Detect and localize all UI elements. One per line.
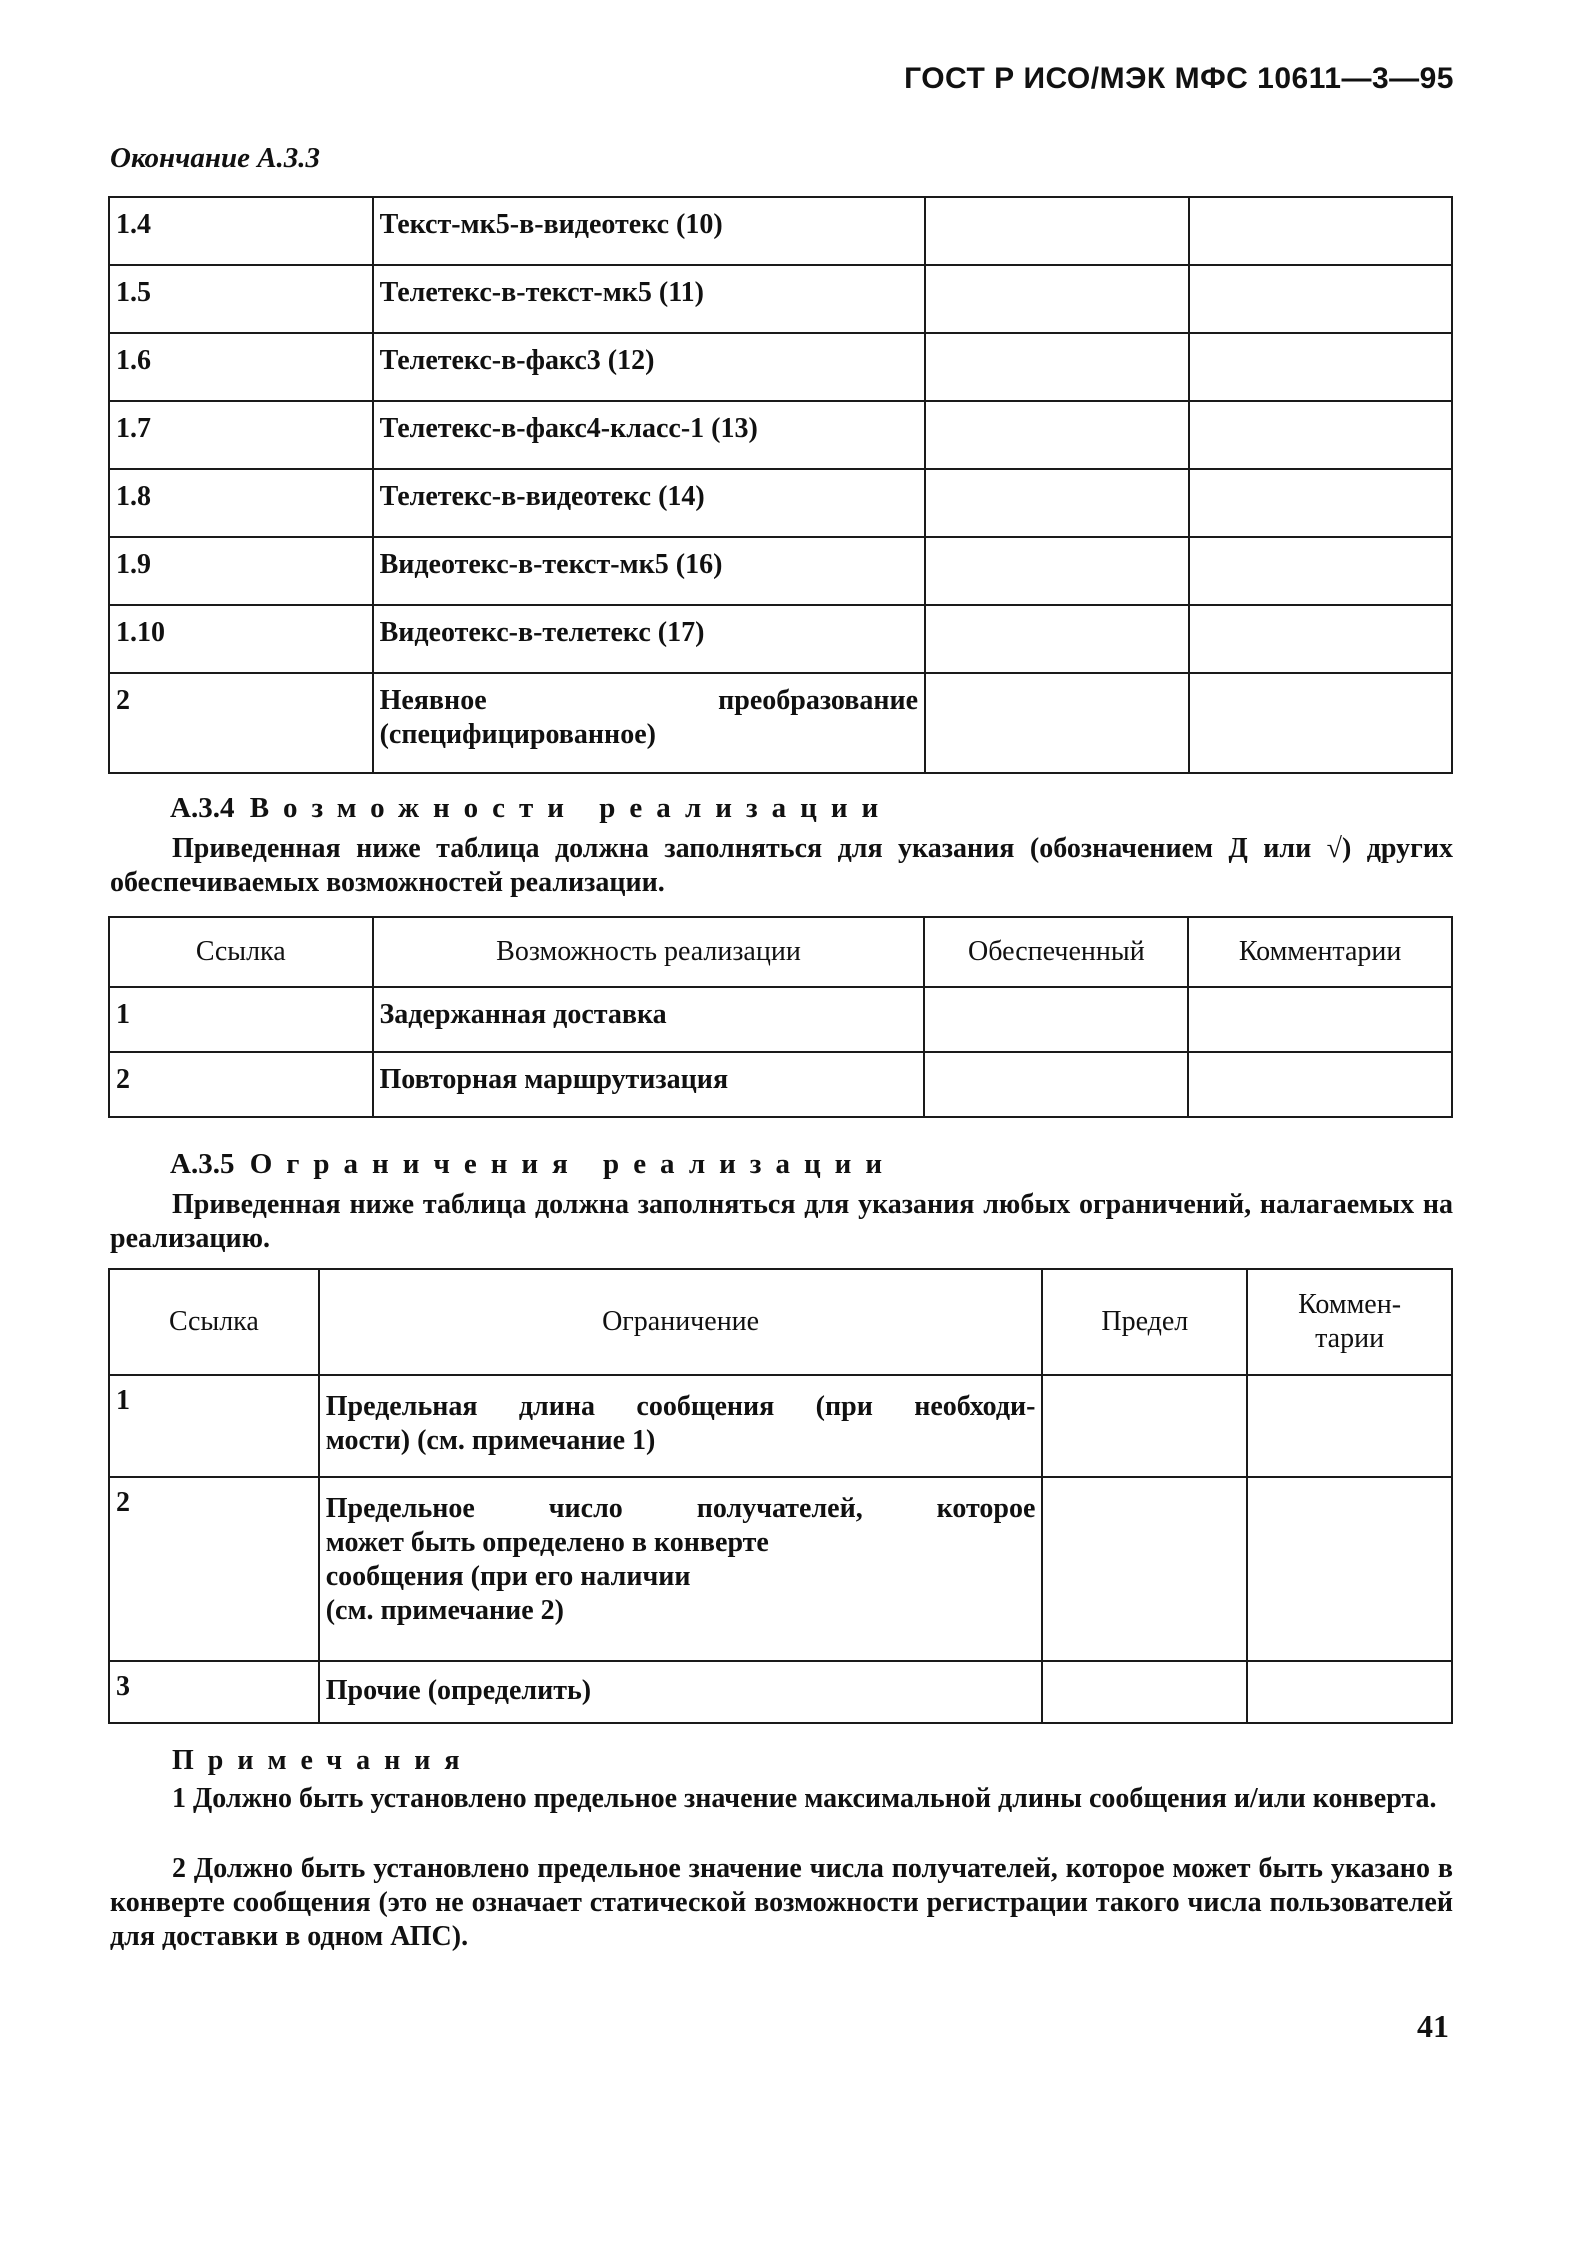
section-a35-text — [110, 1188, 1453, 1256]
header-ref: Ссылка — [109, 1269, 319, 1375]
table-cell-empty — [1189, 605, 1453, 673]
table-cell-name: Телетекс-в-видеотекс (14) — [373, 469, 925, 537]
section-number: А.3.5 — [170, 1148, 235, 1180]
table-cell-empty — [1189, 265, 1453, 333]
table-cell-ref: 2 — [109, 673, 373, 773]
table-cell-ref: 2 — [109, 1052, 373, 1117]
table-row — [109, 987, 1452, 1052]
cell-line: может быть определено в конверте — [325, 1527, 769, 1558]
table-cell-ref: 3 — [109, 1661, 319, 1723]
header-line: Коммен- — [1298, 1289, 1402, 1320]
section-a34-text — [110, 832, 1453, 900]
table-cell-empty — [1189, 673, 1453, 773]
table-row — [109, 401, 1452, 469]
conversions-table-body — [109, 197, 1452, 773]
header-provided: Обеспеченный — [924, 917, 1188, 987]
paragraph-text: Приведенная ниже таблица должна заполняться для указания (обозначением Д или √) других обеспечиваемых возможностей реализации. — [110, 833, 1453, 898]
table-cell-empty — [1247, 1375, 1452, 1477]
table-cell-ref: 1 — [109, 1375, 319, 1477]
table-cell-ref: 1.5 — [109, 265, 373, 333]
header-comments — [1247, 1269, 1452, 1375]
table-cell-empty — [925, 673, 1188, 773]
table-cell-empty — [1189, 197, 1453, 265]
note-2 — [110, 1852, 1453, 1954]
table-cell-capability: Задержанная доставка — [373, 987, 925, 1052]
table-cell-empty — [924, 987, 1188, 1052]
table-cell-ref: 1.9 — [109, 537, 373, 605]
cell-line: мости) (см. примечание 1) — [325, 1425, 656, 1456]
header-line: тарии — [1315, 1323, 1385, 1354]
table-cell-empty — [925, 333, 1188, 401]
table-cell-ref: 1.6 — [109, 333, 373, 401]
table-cell-empty — [1247, 1661, 1452, 1723]
document-header: ГОСТ Р ИСО/МЭК МФС 10611—3—95 — [904, 62, 1454, 95]
table-cell-limit — [319, 1375, 1043, 1477]
table-cell-empty — [1189, 469, 1453, 537]
table-cell-ref: 2 — [109, 1477, 319, 1661]
capabilities-table-body — [109, 987, 1452, 1117]
table-cell-limit: Прочие (определить) — [319, 1661, 1043, 1723]
header-comments: Комментарии — [1188, 917, 1452, 987]
table-header-row — [109, 917, 1452, 987]
table-cell-name: Видеотекс-в-телетекс (17) — [373, 605, 925, 673]
table-row — [109, 537, 1452, 605]
paragraph-text: Приведенная ниже таблица должна заполняться для указания любых ограничений, налагаемых на реализацию. — [110, 1189, 1453, 1254]
table-cell-empty — [1188, 987, 1452, 1052]
section-heading: Ограничения реализации — [249, 1148, 897, 1180]
page-number: 41 — [1417, 2008, 1449, 2044]
table-cell-name: Видеотекс-в-текст-мк5 (16) — [373, 537, 925, 605]
table-cell-empty — [1188, 1052, 1452, 1117]
header-limit: Ограничение — [319, 1269, 1043, 1375]
table-cell-limit — [319, 1477, 1043, 1661]
section-number: А.3.4 — [170, 792, 235, 824]
table-cell-name: Телетекс-в-факс4-класс-1 (13) — [373, 401, 925, 469]
table-cell-empty — [925, 537, 1188, 605]
cell-line: Неявное преобразование — [379, 685, 919, 716]
section-a34-title — [170, 792, 892, 825]
table-cell-ref: 1.7 — [109, 401, 373, 469]
table-cell-name: Телетекс-в-факс3 (12) — [373, 333, 925, 401]
table-cell-ref: 1 — [109, 987, 373, 1052]
table-row — [109, 605, 1452, 673]
cell-line: Предельное число получателей, которое — [325, 1493, 1036, 1524]
table-cell-empty — [1247, 1477, 1452, 1661]
cell-line: (специфицированное) — [379, 719, 656, 750]
table-cell-empty — [1042, 1477, 1247, 1661]
table-cell-empty — [924, 1052, 1188, 1117]
conversions-table — [108, 196, 1453, 774]
table-cell-name — [373, 673, 925, 773]
table-cell-ref: 1.4 — [109, 197, 373, 265]
table-row — [109, 333, 1452, 401]
table-cell-empty — [925, 401, 1188, 469]
cell-line: сообщения (при его наличии — [325, 1561, 691, 1592]
header-max: Предел — [1042, 1269, 1247, 1375]
table-cell-empty — [1189, 333, 1453, 401]
notes-title: Примечания — [172, 1745, 474, 1776]
limits-table — [108, 1268, 1453, 1724]
table-cell-empty — [1189, 537, 1453, 605]
table-row — [109, 1375, 1452, 1477]
section-heading: Возможности реализации — [249, 792, 893, 824]
table-row — [109, 673, 1452, 773]
cell-line: (см. примечание 2) — [325, 1595, 565, 1626]
table-row — [109, 1477, 1452, 1661]
table-cell-capability: Повторная маршрутизация — [373, 1052, 925, 1117]
table-header-row — [109, 1269, 1452, 1375]
table-cell-ref: 1.10 — [109, 605, 373, 673]
capabilities-table — [108, 916, 1453, 1118]
header-ref: Ссылка — [109, 917, 373, 987]
table-row — [109, 1052, 1452, 1117]
note-text: 2 Должно быть установлено предельное значение числа получателей, которое может быть указано в конверте сообщения (это не означает статической возможности регистрации такого числа пользователей для доставки в одном АПС). — [110, 1853, 1453, 1952]
table-cell-empty — [1042, 1375, 1247, 1477]
table-cell-empty — [925, 605, 1188, 673]
table-row — [109, 469, 1452, 537]
note-1 — [110, 1782, 1453, 1816]
continuation-label: Окончание А.3.3 — [110, 142, 321, 174]
header-capability: Возможность реализации — [373, 917, 925, 987]
table-cell-empty — [925, 197, 1188, 265]
table-cell-empty — [1042, 1661, 1247, 1723]
table-cell-name: Текст-мк5-в-видеотекс (10) — [373, 197, 925, 265]
table-cell-empty — [1189, 401, 1453, 469]
table-row — [109, 265, 1452, 333]
table-row — [109, 1661, 1452, 1723]
table-row — [109, 197, 1452, 265]
table-cell-empty — [925, 469, 1188, 537]
table-cell-name: Телетекс-в-текст-мк5 (11) — [373, 265, 925, 333]
note-text: 1 Должно быть установлено предельное значение максимальной длины сообщения и/или конверта. — [172, 1783, 1437, 1814]
cell-line: Предельная длина сообщения (при необходи- — [325, 1391, 1036, 1422]
table-cell-ref: 1.8 — [109, 469, 373, 537]
table-cell-empty — [925, 265, 1188, 333]
section-a35-title — [170, 1148, 896, 1181]
